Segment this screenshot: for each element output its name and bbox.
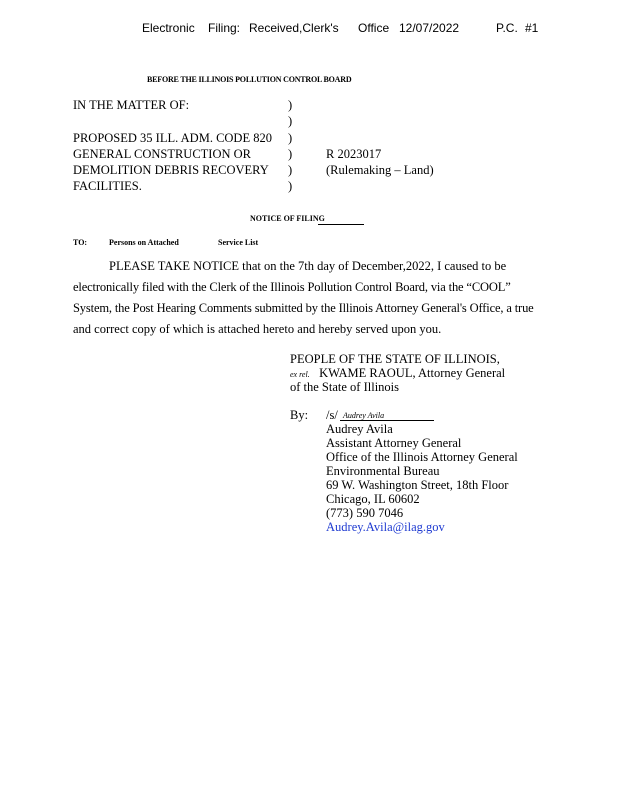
sig-name: Audrey Avila — [326, 422, 393, 436]
board-title: BEFORE THE ILLINOIS POLLUTION CONTROL BOARD — [147, 75, 352, 84]
caption-paren: ) — [288, 163, 293, 177]
rulemaking-text: (Rulemaking — [326, 163, 392, 177]
people-of-state: PEOPLE OF THE STATE OF ILLINOIS, — [290, 352, 500, 366]
sig-bureau: Environmental Bureau — [326, 464, 440, 478]
header-received: Received,Clerk's — [249, 21, 339, 35]
caption-paren: ) — [288, 147, 293, 161]
ex-rel-line — [290, 366, 505, 381]
sig-title: Assistant Attorney General — [326, 436, 462, 450]
caption-paren: ) — [288, 131, 293, 145]
sig-city: Chicago, IL 60602 — [326, 492, 420, 506]
signature-line — [340, 420, 434, 421]
sig-street: 69 W. Washington Street, 18th Floor — [326, 478, 509, 492]
caption-line-6: FACILITIES. — [73, 179, 142, 193]
caption-paren: ) — [288, 98, 293, 112]
header-electronic: Electronic — [142, 21, 195, 35]
caption-paren: ) — [288, 179, 293, 193]
header-pc-number: #1 — [525, 21, 539, 35]
body-line-4: and correct copy of which is attached hereto and hereby served upon you. — [73, 322, 442, 336]
body-line-1-rest: that on the 7th day of December,2022, I caused to be — [242, 259, 507, 273]
header-date: 12/07/2022 — [399, 21, 460, 35]
sig-phone: (773) 590 7046 — [326, 506, 404, 520]
header-pc: P.C. — [496, 21, 518, 35]
ex-rel: ex rel. — [290, 370, 310, 379]
please-take-notice: PLEASE TAKE NOTICE — [109, 259, 240, 273]
caption-line-5: DEMOLITION DEBRIS RECOVERY — [73, 163, 269, 177]
state-of-illinois: of the State of Illinois — [290, 380, 400, 394]
by-label: By: — [290, 408, 309, 422]
signature-s: /s/ — [326, 408, 338, 422]
header-filing: Filing: — [208, 21, 241, 35]
body-line-3: System, the Post Hearing Comments submitted by the Illinois Attorney General's Office, a true — [73, 301, 534, 315]
to-service-list: Service List — [218, 238, 259, 247]
signature-script: Audrey Avila — [343, 411, 385, 420]
rulemaking-label: (Rulemaking – Land) — [326, 163, 434, 177]
caption-line-4: GENERAL CONSTRUCTION OR — [73, 147, 252, 161]
notice-underline — [318, 224, 364, 225]
body-line-2: electronically filed with the Clerk of the Illinois Pollution Control Board, via the “COOL” — [73, 280, 511, 294]
to-label: TO: — [73, 238, 88, 247]
notice-title: NOTICE OF FILING — [250, 214, 325, 223]
body-line-1 — [109, 259, 506, 274]
caption-line-3: PROPOSED 35 ILL. ADM. CODE 820 — [73, 131, 272, 145]
sig-office: Office of the Illinois Attorney General — [326, 450, 518, 464]
caption-line-1: IN THE MATTER OF: — [73, 98, 190, 112]
sig-email-link[interactable]: Audrey.Avila@ilag.gov — [326, 520, 445, 534]
caption-paren: ) — [288, 114, 293, 128]
header-office: Office — [358, 21, 390, 35]
to-persons: Persons on Attached — [109, 238, 179, 247]
docket-number: R 2023017 — [326, 147, 382, 161]
land-text: Land) — [403, 163, 434, 177]
kwame-raoul: KWAME RAOUL, Attorney General — [319, 366, 506, 380]
